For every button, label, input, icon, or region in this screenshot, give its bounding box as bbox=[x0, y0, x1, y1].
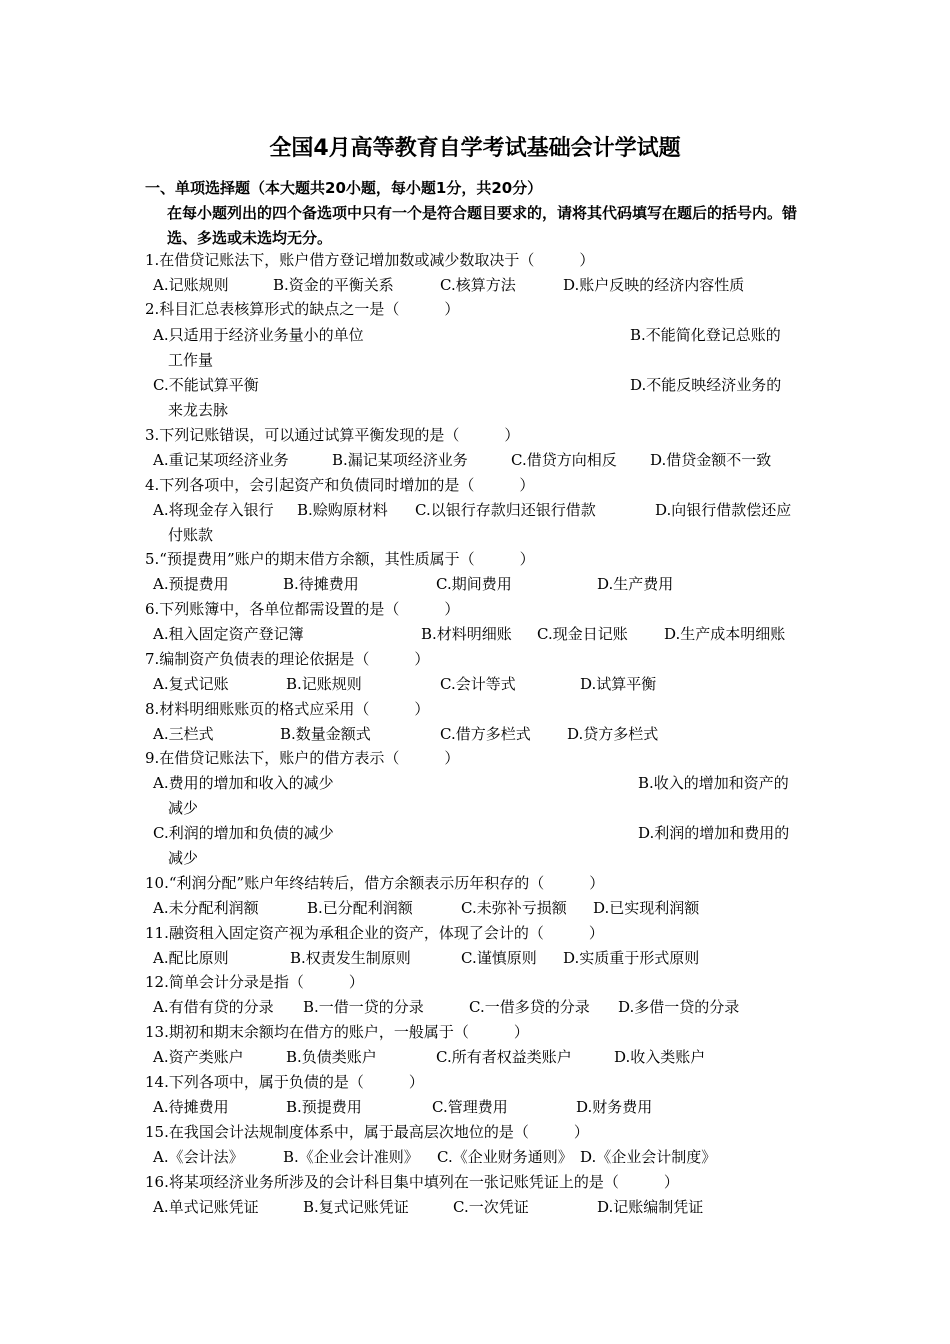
option-d: D.收入类账户 bbox=[614, 1048, 706, 1066]
option-d: D.向银行借款偿还应 bbox=[655, 501, 792, 519]
option-b: B.赊购原材料 bbox=[297, 501, 388, 519]
option-a: A.资产类账户 bbox=[153, 1048, 244, 1066]
question-stem: 8.材料明细账账页的格式应采用（ ） bbox=[145, 700, 430, 718]
option-d: D.已实现利润额 bbox=[593, 899, 700, 917]
option-a: A.有借有贷的分录 bbox=[153, 998, 274, 1016]
option-d: D.多借一贷的分录 bbox=[618, 998, 740, 1016]
option-c: C.期间费用 bbox=[436, 575, 512, 593]
option-b: B.漏记某项经济业务 bbox=[332, 451, 468, 469]
page-title: 全国4月高等教育自学考试基础会计学试题 bbox=[269, 136, 681, 161]
question-stem: 9.在借贷记账法下，账户的借方表示（ ） bbox=[145, 749, 460, 767]
option-d: D.贷方多栏式 bbox=[567, 725, 659, 743]
question-stem: 6.下列账簿中，各单位都需设置的是（ ） bbox=[145, 600, 460, 618]
option-c: C.核算方法 bbox=[440, 276, 516, 294]
question-stem: 14.下列各项中，属于负债的是（ ） bbox=[145, 1073, 424, 1091]
option-d: D.借贷金额不一致 bbox=[650, 451, 772, 469]
option-c: C.未弥补亏损额 bbox=[461, 899, 567, 917]
option-d: D.试算平衡 bbox=[580, 675, 657, 693]
question-stem: 4.下列各项中，会引起资产和负债同时增加的是（ ） bbox=[145, 476, 535, 494]
option-d: D.利润的增加和费用的 bbox=[638, 824, 790, 842]
option-b: B.已分配利润额 bbox=[307, 899, 413, 917]
option-b: B.《企业会计准则》 bbox=[283, 1148, 419, 1166]
question-stem: 5.“预提费用”账户的期末借方余额，其性质属于（ ） bbox=[145, 550, 535, 568]
option-a: A.未分配利润额 bbox=[153, 899, 259, 917]
option-a: A.租入固定资产登记簿 bbox=[153, 625, 304, 643]
option-d: D.财务费用 bbox=[576, 1098, 653, 1116]
option-b: B.数量金额式 bbox=[280, 725, 371, 743]
option-c: C.借方多栏式 bbox=[440, 725, 531, 743]
option-c: C.借贷方向相反 bbox=[511, 451, 617, 469]
option-a: A.重记某项经济业务 bbox=[153, 451, 289, 469]
option-a: A.单式记账凭证 bbox=[153, 1198, 259, 1216]
option-c: C.现金日记账 bbox=[537, 625, 628, 643]
option-c: C.管理费用 bbox=[432, 1098, 508, 1116]
option-d: D.实质重于形式原则 bbox=[563, 949, 700, 967]
option-continuation: 减少 bbox=[168, 849, 199, 867]
option-a: A.复式记账 bbox=[153, 675, 229, 693]
option-continuation: 来龙去脉 bbox=[168, 401, 229, 419]
option-d: D.记账编制凭证 bbox=[597, 1198, 704, 1216]
option-b: B.不能简化登记总账的 bbox=[630, 326, 781, 344]
option-b: B.权责发生制原则 bbox=[290, 949, 411, 967]
question-stem: 7.编制资产负债表的理论依据是（ ） bbox=[145, 650, 430, 668]
option-c: C.一借多贷的分录 bbox=[469, 998, 590, 1016]
option-c: C.一次凭证 bbox=[453, 1198, 529, 1216]
option-d: D.不能反映经济业务的 bbox=[630, 376, 782, 394]
option-b: B.收入的增加和资产的 bbox=[638, 774, 789, 792]
option-a: A.三栏式 bbox=[153, 725, 214, 743]
option-d: D.生产费用 bbox=[597, 575, 674, 593]
section-instructions: 在每小题列出的四个备选项中只有一个是符合题目要求的，请将其代码填写在题后的括号内。错选、多选或未选均无分。 bbox=[167, 204, 798, 247]
question-stem: 2.科目汇总表核算形式的缺点之一是（ ） bbox=[145, 300, 460, 318]
question-stem: 11.融资租入固定资产视为承租企业的资产，体现了会计的（ ） bbox=[145, 924, 604, 942]
option-b: B.资金的平衡关系 bbox=[273, 276, 394, 294]
option-b: B.复式记账凭证 bbox=[303, 1198, 409, 1216]
option-a: A.记账规则 bbox=[153, 276, 229, 294]
option-d: D.账户反映的经济内容性质 bbox=[563, 276, 745, 294]
option-b: B.记账规则 bbox=[286, 675, 362, 693]
option-continuation: 减少 bbox=[168, 799, 199, 817]
question-stem: 13.期初和期末余额均在借方的账户，一般属于（ ） bbox=[145, 1023, 529, 1041]
section-heading: 一、单项选择题（本大题共20小题，每小题1分，共20分） bbox=[145, 179, 543, 197]
option-a: A.只适用于经济业务量小的单位 bbox=[153, 326, 364, 344]
option-b: B.一借一贷的分录 bbox=[303, 998, 424, 1016]
option-b: B.负债类账户 bbox=[286, 1048, 377, 1066]
option-c: C.会计等式 bbox=[440, 675, 516, 693]
option-c: C.不能试算平衡 bbox=[153, 376, 259, 394]
option-d: D.生产成本明细账 bbox=[664, 625, 786, 643]
question-stem: 10.“利润分配”账户年终结转后，借方余额表示历年积存的（ ） bbox=[145, 874, 605, 892]
option-continuation: 工作量 bbox=[168, 351, 214, 369]
option-a: A.费用的增加和收入的减少 bbox=[153, 774, 334, 792]
option-a: A.将现金存入银行 bbox=[153, 501, 274, 519]
option-c: C.以银行存款归还银行借款 bbox=[415, 501, 596, 519]
option-c: C.所有者权益类账户 bbox=[436, 1048, 572, 1066]
option-a: A.配比原则 bbox=[153, 949, 229, 967]
question-stem: 1.在借贷记账法下，账户借方登记增加数或减少数取决于（ ） bbox=[145, 251, 595, 269]
option-a: A.待摊费用 bbox=[153, 1098, 229, 1116]
option-c: C.《企业财务通则》 bbox=[437, 1148, 573, 1166]
question-stem: 16.将某项经济业务所涉及的会计科目集中填列在一张记账凭证上的是（ ） bbox=[145, 1173, 679, 1191]
option-a: A.预提费用 bbox=[153, 575, 229, 593]
option-c: C.利润的增加和负债的减少 bbox=[153, 824, 334, 842]
option-continuation: 付账款 bbox=[168, 526, 214, 544]
question-stem: 3.下列记账错误，可以通过试算平衡发现的是（ ） bbox=[145, 426, 520, 444]
option-b: B.材料明细账 bbox=[421, 625, 512, 643]
option-b: B.待摊费用 bbox=[283, 575, 359, 593]
question-stem: 15.在我国会计法规制度体系中，属于最高层次地位的是（ ） bbox=[145, 1123, 589, 1141]
option-a: A.《会计法》 bbox=[153, 1148, 244, 1166]
option-b: B.预提费用 bbox=[286, 1098, 362, 1116]
option-d: D.《企业会计制度》 bbox=[580, 1148, 717, 1166]
option-c: C.谨慎原则 bbox=[461, 949, 537, 967]
question-stem: 12.简单会计分录是指（ ） bbox=[145, 973, 364, 991]
